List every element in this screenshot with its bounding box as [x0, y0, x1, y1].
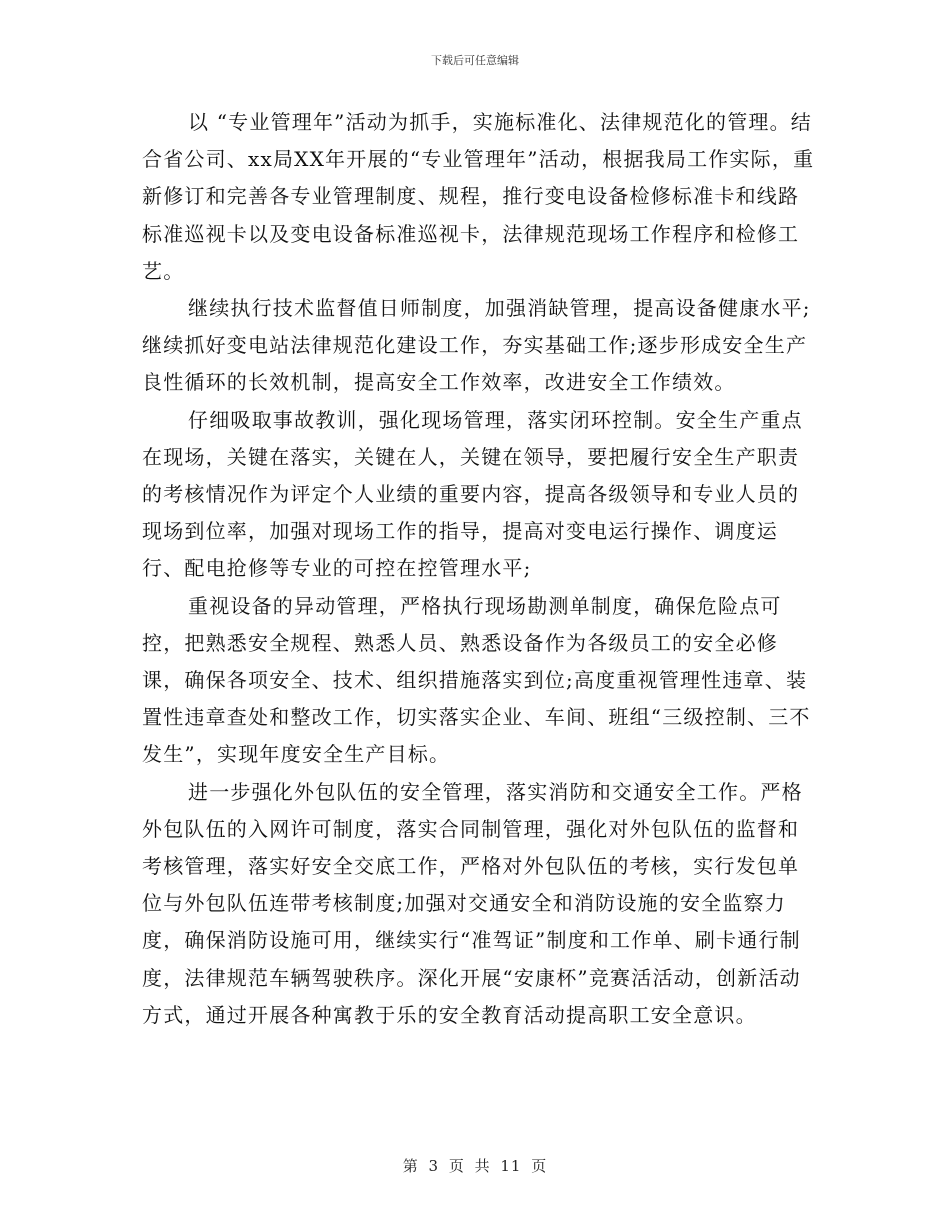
paragraph-3: 仔细吸取事故教训，强化现场管理，落实闭环控制。安全生产重点在现场，关键在落实，关键在人，关键在领导，要把履行安全生产职责的考核情况作为评定个人业绩的重要内容，提高各级领导和专业人员的现场到位率，加强对现场工作的指导，提高对变电运行操作、调度运行、配电抢修等专业的可控在控管理水平; — [142, 407, 803, 581]
page-number-footer: 第 3 页 共 11 页 — [402, 1157, 548, 1175]
page-header: 下载后可任意编辑 — [431, 54, 519, 67]
paragraph-4: 重视设备的异动管理，严格执行现场勘测单制度，确保危险点可控，把熟悉安全规程、熟悉人员、熟悉设备作为各级员工的安全必修课，确保各项安全、技术、组织措施落实到位;高度重视管理性违章、装置性违章查处和整改工作，切实落实企业、车间、班组“三级控制、三不发生”，实现年度安全生产目标。 — [142, 593, 811, 767]
paragraph-5: 进一步强化外包队伍的安全管理，落实消防和交通安全工作。严格外包队伍的入网许可制度，落实合同制管理，强化对外包队伍的监督和考核管理，落实好安全交底工作，严格对外包队伍的考核，实行发包单位与外包队伍连带考核制度;加强对交通安全和消防设施的安全监察力度，确保消防设施可用，继续实行“准驾证”制度和工作单、刷卡通行制度，法律规范车辆驾驶秩序。深化开展“安康杯”竞赛活活动，创新活动方式，通过开展各种寓教于乐的安全教育活动提高职工安全意识。 — [142, 779, 803, 1027]
paragraph-1: 以 “专业管理年”活动为抓手，实施标准化、法律规范化的管理。结合省公司、xx局XX年开展的“专业管理年”活动，根据我局工作实际，重新修订和完善各专业管理制度、规程，推行变电设备检修标准卡和线路标准巡视卡以及变电设备标准巡视卡，法律规范现场工作程序和检修工艺。 — [142, 110, 815, 283]
paragraph-2: 继续执行技术监督值日师制度，加强消缺管理，提高设备健康水平;继续抓好变电站法律规范化建设工作，夯实基础工作;逐步形成安全生产良性循环的长效机制，提高安全工作效率，改进安全工作绩效。 — [142, 296, 811, 395]
document-body — [142, 104, 817, 1034]
